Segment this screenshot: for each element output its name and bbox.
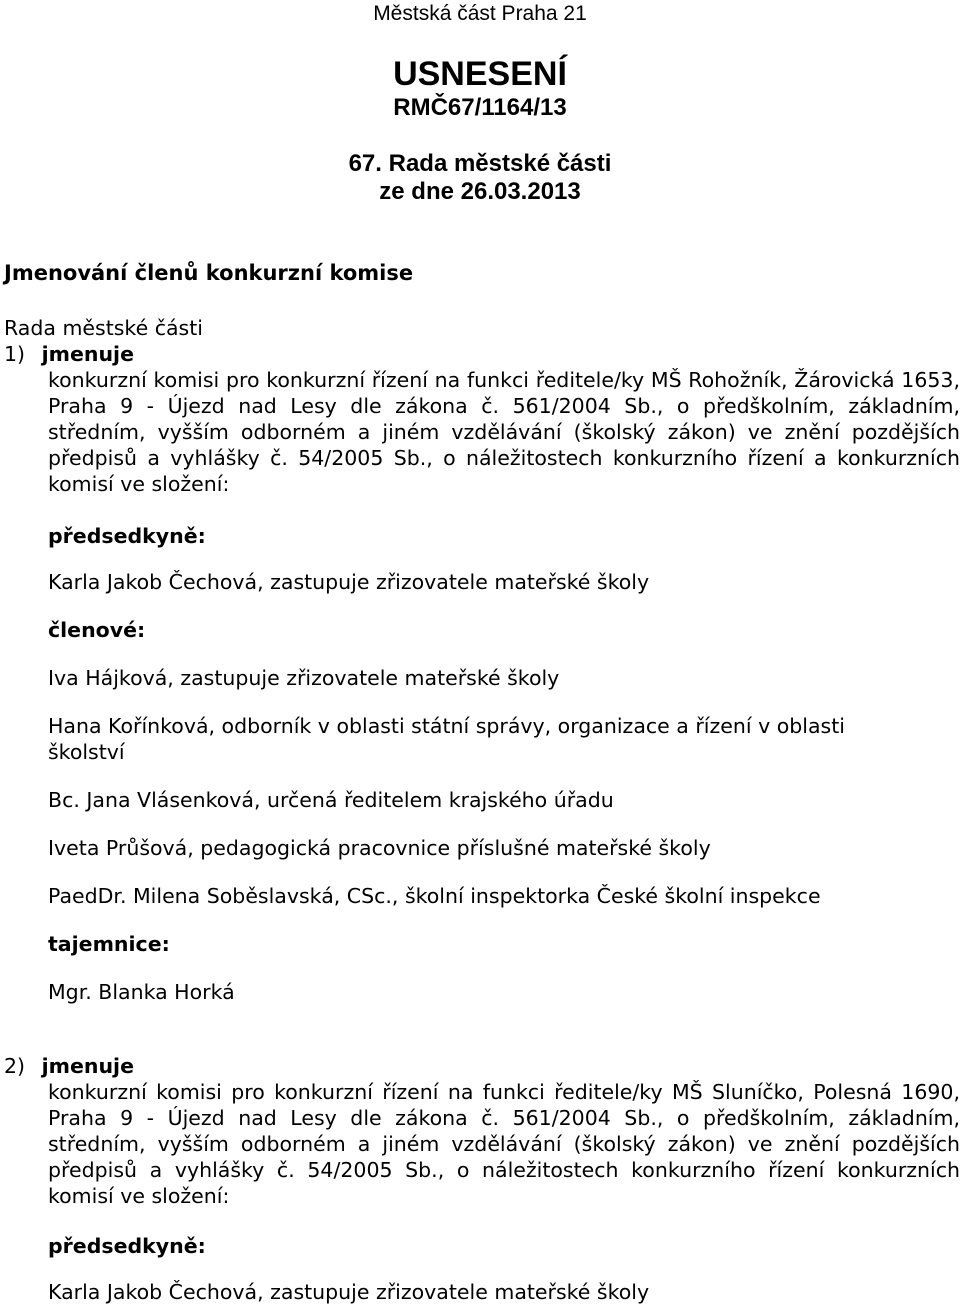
resolution-1-verb: jmenuje — [41, 342, 134, 366]
municipality-name: Městská část Praha 21 — [373, 2, 587, 25]
resolution-subject: Jmenování členů konkurzní komise — [4, 261, 414, 285]
resolution-2-text: konkurzní komisi pro konkurzní řízení na funkci ředitele/ky MŠ Sluníčko, Polesná 1690, Praha 9 - Újezd nad Lesy dle zákona č. 561/2004 Sb., o předškolním, základním, středním, vyšším odborném a jiném vzdělávání (školský zákon) ve znění pozdějších předpisů a vyhlášky č. 54/2005 Sb., o náležitostech konkurzního řízení konkurzních komisí ve složení: — [48, 1080, 960, 1208]
resolution-2-heading — [4, 1053, 134, 1079]
resolution-2-verb: jmenuje — [41, 1054, 134, 1078]
resolution-1-members-label: členové: — [48, 618, 146, 642]
session-date: ze dne 26.03.2013 — [379, 178, 581, 205]
resolution-1-chair: Karla Jakob Čechová, zastupuje zřizovatele mateřské školy — [48, 570, 650, 594]
resolution-1-heading — [4, 341, 134, 367]
resolution-1-secretary: Mgr. Blanka Horká — [48, 980, 235, 1004]
resolution-2-chair: Karla Jakob Čechová, zastupuje zřizovatele mateřské školy — [48, 1280, 650, 1304]
resolution-1-index: 1) — [4, 342, 26, 366]
resolution-2-chair-label: předsedkyně: — [48, 1234, 206, 1258]
resolution-1-text: konkurzní komisi pro konkurzní řízení na funkci ředitele/ky MŠ Rohožník, Žárovická 1653, Praha 9 - Újezd nad Lesy dle zákona č. 561/2004 Sb., o předškolním, základním, středním, vyšším odborném a jiném vzdělávání (školský zákon) ve znění pozdějších předpisů a vyhlášky č. 54/2005 Sb., o náležitostech konkurzního řízení a konkurzních komisí ve složení: — [48, 368, 960, 496]
member-item: Hana Kořínková, odborník v oblasti státní správy, organizace a řízení v oblasti školství — [48, 714, 845, 764]
member-item: Bc. Jana Vlásenková, určená ředitelem krajského úřadu — [48, 788, 614, 812]
resolution-1-secretary-label: tajemnice: — [48, 932, 170, 956]
council-session: 67. Rada městské části — [348, 150, 612, 177]
member-item: Iveta Průšová, pedagogická pracovnice příslušné mateřské školy — [48, 836, 711, 860]
member-item: Iva Hájková, zastupuje zřizovatele mateřské školy — [48, 666, 560, 690]
document-title: USNESENÍ — [393, 55, 567, 93]
member-item: PaedDr. Milena Soběslavská, CSc., školní inspektorka České školní inspekce — [48, 884, 821, 908]
resolution-1-chair-label: předsedkyně: — [48, 524, 206, 548]
intro-text: Rada městské části — [4, 316, 203, 340]
resolution-number: RMČ67/1164/13 — [393, 94, 567, 121]
resolution-2-index: 2) — [4, 1054, 26, 1078]
